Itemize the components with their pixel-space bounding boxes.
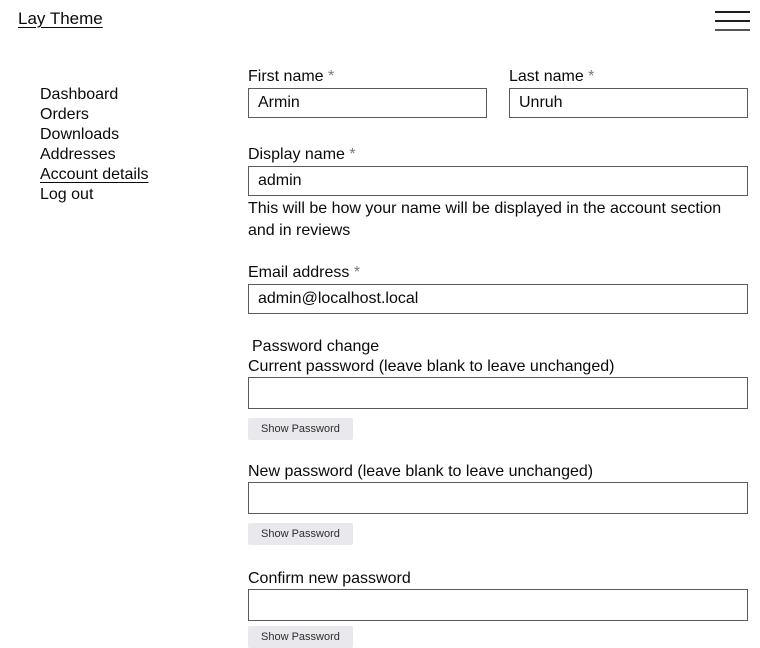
password-change-title: Password change (252, 338, 380, 355)
account-navigation (40, 85, 149, 205)
name-fields-row (248, 66, 748, 118)
hamburger-icon (715, 20, 750, 22)
required-asterisk: * (328, 68, 335, 85)
password-change-section (248, 337, 748, 648)
current-password-label: Current password (leave blank to leave unchanged) (248, 358, 615, 375)
required-asterisk: * (353, 264, 361, 281)
sidebar-item-downloads[interactable]: Downloads (40, 126, 120, 143)
sidebar-item-dashboard[interactable]: Dashboard (40, 86, 119, 103)
display-name-group (248, 144, 748, 242)
show-password-button[interactable]: Show Password (248, 418, 353, 440)
sidebar-item-orders[interactable]: Orders (40, 106, 89, 123)
hamburger-menu-button[interactable] (715, 11, 750, 33)
new-password-input[interactable] (248, 482, 748, 514)
email-group (248, 262, 748, 314)
last-name-label (509, 66, 748, 88)
first-name-input[interactable] (248, 88, 487, 118)
account-details-form (248, 66, 748, 648)
sidebar-item-log-out[interactable]: Log out (40, 186, 94, 203)
current-password-group (248, 357, 748, 440)
email-label-text: Email address (248, 264, 350, 281)
show-password-button[interactable]: Show Password (248, 626, 353, 648)
hamburger-icon (715, 11, 750, 13)
display-name-help-text: This will be how your name will be displayed in the account section and in reviews (248, 200, 722, 239)
confirm-password-input[interactable] (248, 589, 748, 621)
current-password-input[interactable] (248, 377, 748, 409)
email-input[interactable] (248, 284, 748, 314)
first-name-label (248, 66, 487, 88)
hamburger-icon (715, 29, 750, 31)
sidebar-item-account-details[interactable]: Account details (40, 166, 149, 183)
confirm-password-label: Confirm new password (248, 570, 411, 587)
first-name-label-text: First name (248, 68, 324, 85)
display-name-label (248, 144, 748, 166)
new-password-label: New password (leave blank to leave unchanged) (248, 463, 594, 480)
confirm-password-group (248, 569, 748, 648)
site-logo-link[interactable]: Lay Theme (18, 9, 103, 28)
required-asterisk: * (349, 146, 356, 163)
last-name-group (509, 66, 748, 118)
first-name-group (248, 66, 487, 118)
required-asterisk: * (588, 68, 595, 85)
last-name-input[interactable] (509, 88, 748, 118)
new-password-group (248, 462, 748, 545)
sidebar-item-addresses[interactable]: Addresses (40, 146, 116, 163)
display-name-input[interactable] (248, 166, 748, 196)
display-name-label-text: Display name (248, 146, 345, 163)
show-password-button[interactable]: Show Password (248, 523, 353, 545)
last-name-label-text: Last name (509, 68, 584, 85)
email-label (248, 262, 748, 284)
